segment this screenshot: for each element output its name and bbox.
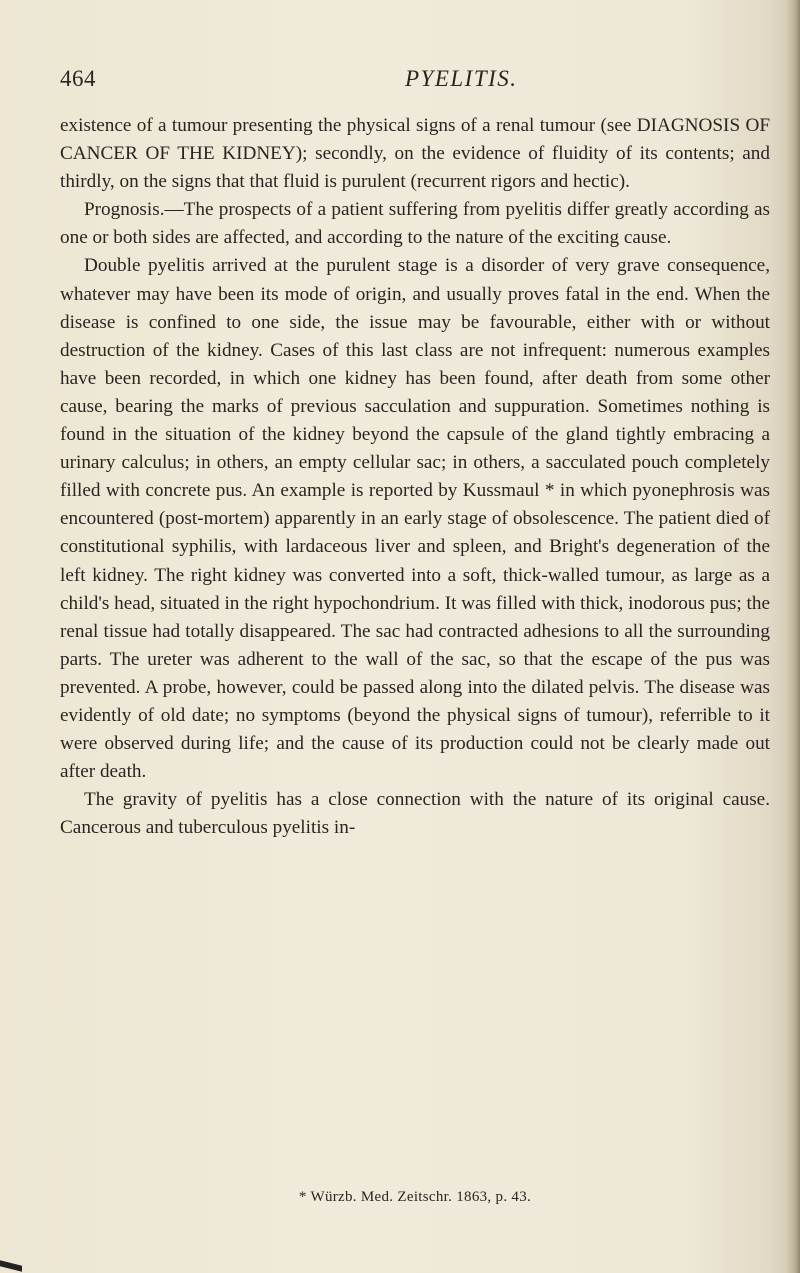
page-edge-shadow [786,0,800,1273]
body-text [60,112,770,842]
footnote: * Würzb. Med. Zeitschr. 1863, p. 43. [298,1189,532,1205]
page-number: 464 [60,66,96,91]
paragraph-double-pyelitis: Double pyelitis arrived at the purulent stage is a disorder of very grave consequence, whatever may have been its mode of origin, and usually proves fatal in the end. When the disease is confined to one side, the issue may be favourable, either with or without destruction of the kidney. Cases of this last class are not infrequent: numerous examples have been recorded, in which one kidney has been found, after death from some other cause, bearing the marks of previous sacculation and suppuration. Sometimes nothing is found in the situation of the kidney beyond the capsule of the gland tightly embracing a urinary calculus; in others, an empty cellular sac; in others, a sacculated pouch completely filled with concrete pus. An example is reported by Kussmaul * in which pyonephrosis was encountered (post-mortem) apparently in an early stage of obsolescence. The patient died of constitutional syphilis, with lardaceous liver and spleen, and Bright's degeneration of the left kidney. The right kidney was converted into a soft, thick-walled tumour, as large as a child's head, situated in the right hypochondrium. It was filled with thick, inodorous pus; the renal tissue had totally disappeared. The sac had contracted adhesions to all the surrounding parts. The ureter was adherent to the wall of the sac, so that the escape of the pus was prevented. A probe, however, could be passed along into the dilated pelvis. The disease was evidently of old date; no symptoms (beyond the physical signs of tumour), referrible to it were observed during life; and the cause of its production could not be clearly made out after death. [60,255,770,783]
paragraph-continued: existence of a tumour presenting the physical signs of a renal tumour (see DIAGNOSIS OF CANCER OF THE KIDNEY); secondly, on the evidence of fluidity of its contents; and thirdly, on the signs that that fluid is purulent (recurrent rigors and hectic). [60,115,770,193]
page-header [60,66,760,100]
scan-corner-mark [0,1260,22,1271]
paragraph-prognosis: Prognosis.—The prospects of a patient suffering from pyelitis differ greatly according as one or both sides are affected, and according to the nature of the exciting cause. [60,199,770,249]
paragraph-gravity: The gravity of pyelitis has a close connection with the nature of its original cause. Cancerous and tuberculous pyelitis in- [60,789,770,839]
running-title: PYELITIS. [405,66,518,91]
